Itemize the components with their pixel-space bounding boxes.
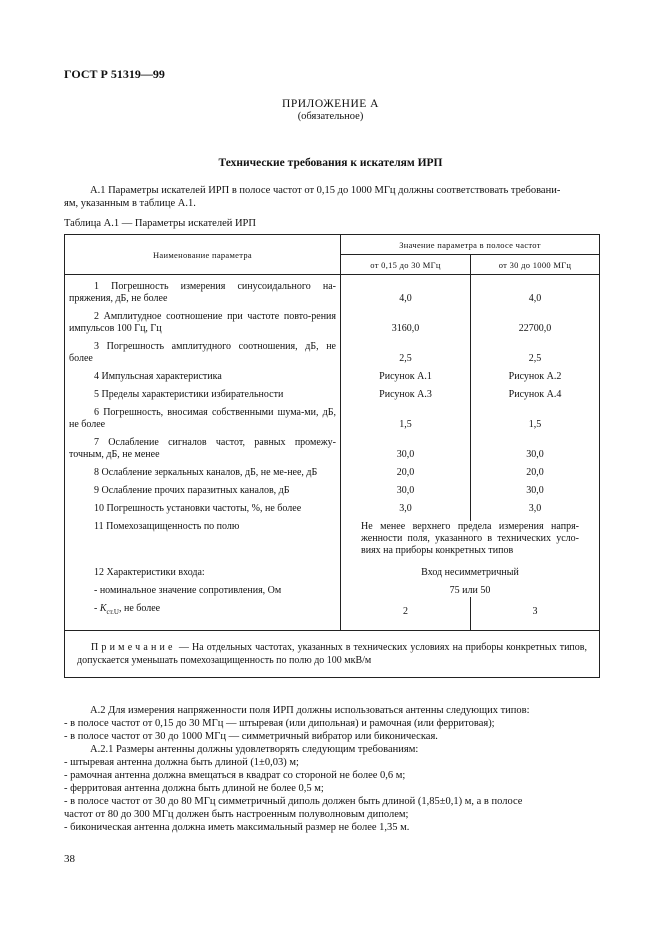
- value-high: 3: [471, 603, 600, 618]
- header-high-band: от 30 до 1000 МГц: [471, 255, 600, 275]
- body-line: А.2 Для измерения напряженности поля ИРП должны использоваться антенны следующих типов:: [90, 705, 530, 716]
- standard-number: ГОСТ Р 51319—99: [64, 67, 165, 81]
- param-cell: - номинальное значение сопротивления, Ом: [94, 585, 282, 596]
- table-row: [65, 467, 600, 479]
- value-high: 3,0: [471, 503, 600, 515]
- table-row: [65, 311, 600, 335]
- value-low: Рисунок А.3: [341, 389, 471, 401]
- table-row: [65, 389, 600, 401]
- antenna-section: [64, 704, 600, 834]
- body-line: - биконическая антенна должна иметь максимальный размер не более 1,35 м.: [64, 822, 410, 833]
- body-line: - рамочная антенна должна вмещаться в квадрат со стороной не более 0,6 м;: [64, 770, 406, 781]
- note-label: Примечание: [91, 642, 176, 653]
- value-high: 4,0: [471, 281, 600, 305]
- header-parameter-value: Значение параметра в полосе частот: [341, 235, 600, 255]
- intro-line-2: ям, указанным в таблице А.1.: [64, 198, 196, 209]
- value-low: 4,0: [341, 281, 471, 305]
- value-low: 2: [341, 603, 471, 618]
- value-high: 1,5: [471, 407, 600, 431]
- param-cell: 3 Погрешность амплитудного соотношения, дБ, не более: [69, 341, 336, 364]
- value-low: 30,0: [341, 485, 471, 497]
- value-merged: Вход несимметричный: [341, 567, 600, 579]
- value-low: 2,5: [341, 341, 471, 365]
- value-low: Рисунок А.1: [341, 371, 471, 383]
- param-cell: 2 Амплитудное соотношение при частоте повто-рения импульсов 100 Гц, Гц: [69, 311, 336, 334]
- table-row: [65, 281, 600, 305]
- value-low: 3,0: [341, 503, 471, 515]
- body-line: - штыревая антенна должна быть длиной (1±0,03) м;: [64, 757, 299, 768]
- body-line: А.2.1 Размеры антенны должны удовлетворять следующим требованиям:: [90, 744, 419, 755]
- param-symbol: K: [99, 603, 107, 614]
- body-line: - в полосе частот от 0,15 до 30 МГц — штыревая (или дипольная) и рамочная (или ферритовая);: [64, 718, 495, 729]
- table-row: [65, 603, 600, 618]
- table-row: [65, 407, 600, 431]
- body-line: - в полосе частот от 30 до 1000 МГц — симметричный вибратор или биконическая.: [64, 731, 438, 742]
- table-note: [65, 631, 600, 678]
- value-merged: Не менее верхнего предела измерения напря-женности поля, указанного в технических усло-виях на приборы конкретных типов: [341, 521, 600, 557]
- table-row: [65, 485, 600, 497]
- section-title: Технические требования к искателям ИРП: [218, 157, 443, 169]
- value-high: 30,0: [471, 437, 600, 461]
- param-cell: 5 Пределы характеристики избирательности: [94, 389, 284, 400]
- param-cell: 10 Погрешность установки частоты, %, не более: [94, 503, 302, 514]
- param-cell: 7 Ослабление сигналов частот, равных промежу-точным, дБ, не менее: [69, 437, 336, 460]
- param-cell: 8 Ослабление зеркальных каналов, дБ, не ме-нее, дБ: [94, 467, 318, 478]
- param-cell: 6 Погрешность, вносимая собственными шума-ми, дБ, не более: [69, 407, 336, 430]
- param-cell: 9 Ослабление прочих паразитных каналов, дБ: [94, 485, 290, 496]
- value-high: 2,5: [471, 341, 600, 365]
- value-low: 1,5: [341, 407, 471, 431]
- body-line: - ферритовая антенна должна быть длиной не более 0,5 м;: [64, 783, 324, 794]
- table-row: [65, 503, 600, 515]
- value-low: 30,0: [341, 437, 471, 461]
- param-cell: 1 Погрешность измерения синусоидального на-пряжения, дБ, не более: [69, 281, 336, 304]
- intro-paragraph: [64, 184, 600, 210]
- value-merged: 75 или 50: [341, 585, 600, 597]
- param-prefix: -: [94, 603, 98, 614]
- param-cell: 12 Характеристики входа:: [94, 567, 205, 578]
- value-high: Рисунок А.4: [471, 389, 600, 401]
- value-high: 30,0: [471, 485, 600, 497]
- param-subscript: ст.U: [106, 608, 119, 616]
- annex-status: (обязательное): [297, 111, 364, 122]
- value-high: 22700,0: [471, 311, 600, 335]
- param-suffix: , не более: [118, 603, 161, 614]
- note-text: — На отдельных частотах, указанных в технических условиях на приборы конкретных типов, допускается уменьшать помехозащищенность по полю до 100 мкВ/м: [77, 642, 588, 666]
- table-row: [65, 567, 600, 579]
- table-row: [65, 521, 600, 557]
- table-row: [65, 437, 600, 461]
- body-line: частот от 80 до 300 МГц должен быть настроенным полуволновым диполем;: [64, 809, 409, 820]
- table-row: [65, 585, 600, 597]
- header-low-band: от 0,15 до 30 МГц: [341, 255, 471, 275]
- table-caption: Таблица А.1 — Параметры искателей ИРП: [64, 218, 256, 229]
- intro-line-1: А.1 Параметры искателей ИРП в полосе частот от 0,15 до 1000 МГц должны соответствовать требовани-: [90, 185, 561, 196]
- table-row: [65, 371, 600, 383]
- value-high: 20,0: [471, 467, 600, 479]
- page-number: 38: [64, 853, 75, 865]
- param-cell: 4 Импульсная характеристика: [94, 371, 222, 382]
- table-row: [65, 341, 600, 365]
- value-low: 3160,0: [341, 311, 471, 335]
- parameters-table: [64, 234, 600, 678]
- annex-title: ПРИЛОЖЕНИЕ А: [282, 98, 379, 110]
- value-high: Рисунок А.2: [471, 371, 600, 383]
- param-cell: 11 Помехозащищенность по полю: [94, 521, 240, 532]
- body-line: - в полосе частот от 30 до 80 МГц симметричный диполь должен быть длиной (1,85±0,1) м, а в полосе: [64, 796, 523, 807]
- header-parameter-name: Наименование параметра: [65, 235, 341, 275]
- value-low: 20,0: [341, 467, 471, 479]
